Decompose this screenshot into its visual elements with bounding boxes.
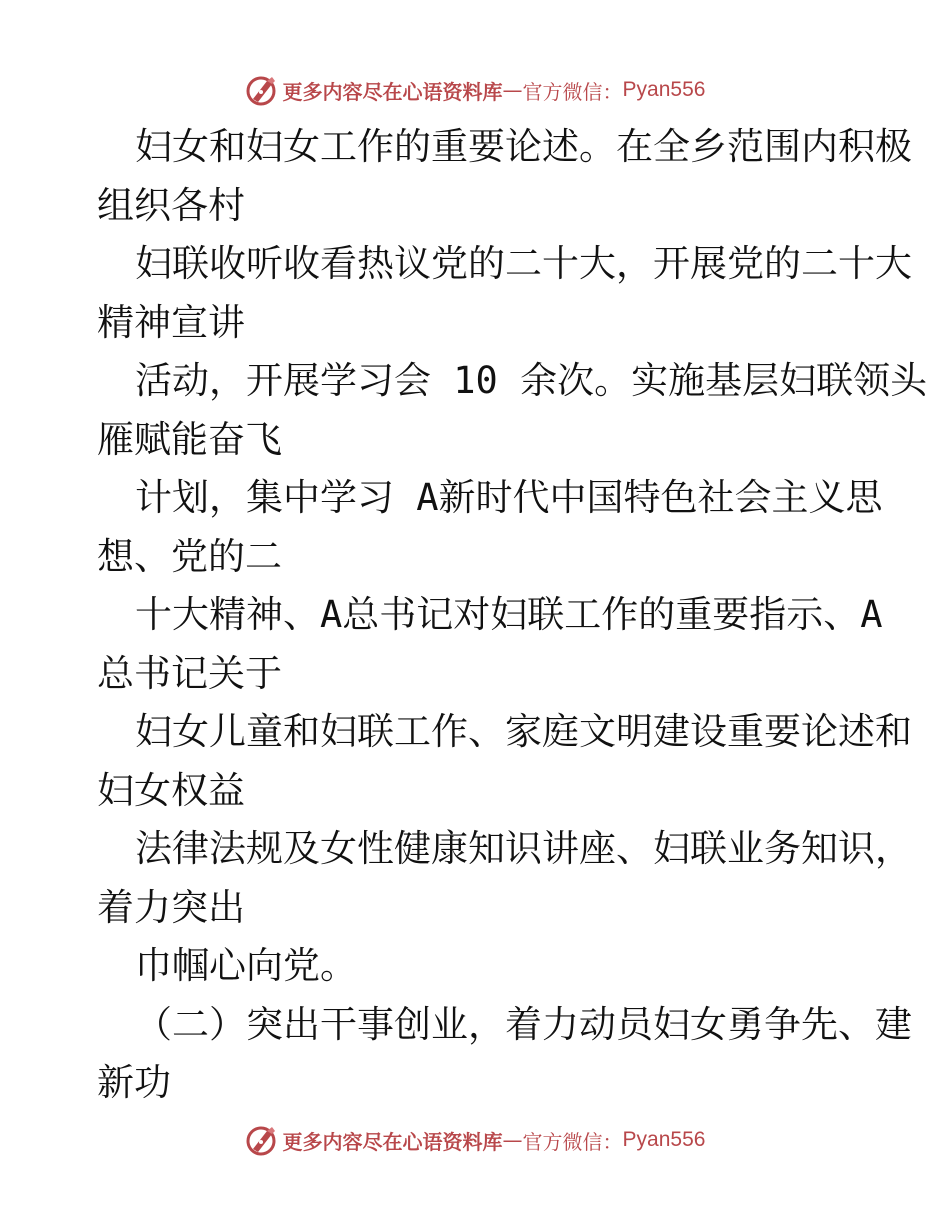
body-text [97,118,928,1113]
text-line: 想、党的二 [97,534,282,578]
footer-banner-title: 更多内容尽在心语资料库 [282,1129,503,1154]
footer-banner-subtitle: 官方微信： [522,1129,623,1154]
text-line: 妇女儿童和妇联工作、家庭文明建设重要论述和 [135,710,912,753]
text-line: 活动，开展学习会 10 余次。实施基层妇联领头 [135,359,928,402]
header-banner-subtitle: 官方微信： [522,79,623,104]
text-line: （二）突出干事创业，着力动员妇女勇争先、建 [135,1002,912,1046]
footer-banner [0,1120,950,1160]
header-banner-separator: — [502,78,523,102]
text-line: 着力突出 [97,885,245,929]
header-banner-wechat-id: Pyan556 [622,78,706,101]
text-line: 精神宣讲 [97,300,245,344]
pen-nib-logo-icon [245,73,279,107]
text-line: 巾帼心向党。 [135,944,357,987]
text-line: 计划，集中学习 A新时代中国特色社会主义思 [135,476,883,519]
text-line: 妇联收听收看热议党的二十大，开展党的二十大 [135,242,912,285]
header-banner-title: 更多内容尽在心语资料库 [282,79,503,104]
footer-banner-wechat-id: Pyan556 [622,1128,706,1151]
text-line: 雁赋能奋飞 [97,417,282,461]
text-line: 组织各村 [97,183,245,227]
text-line: 十大精神、A总书记对妇联工作的重要指示、A [135,593,883,636]
text-line: 新功 [97,1061,171,1104]
text-line: 法律法规及女性健康知识讲座、妇联业务知识， [135,827,912,870]
text-line: 妇女权益 [97,768,245,812]
footer-banner-separator: — [502,1128,523,1152]
text-line: 总书记关于 [97,651,282,695]
pen-nib-logo-icon [245,1123,279,1157]
text-line: 妇女和妇女工作的重要论述。在全乡范围内积极 [135,125,912,168]
header-banner [0,70,950,110]
